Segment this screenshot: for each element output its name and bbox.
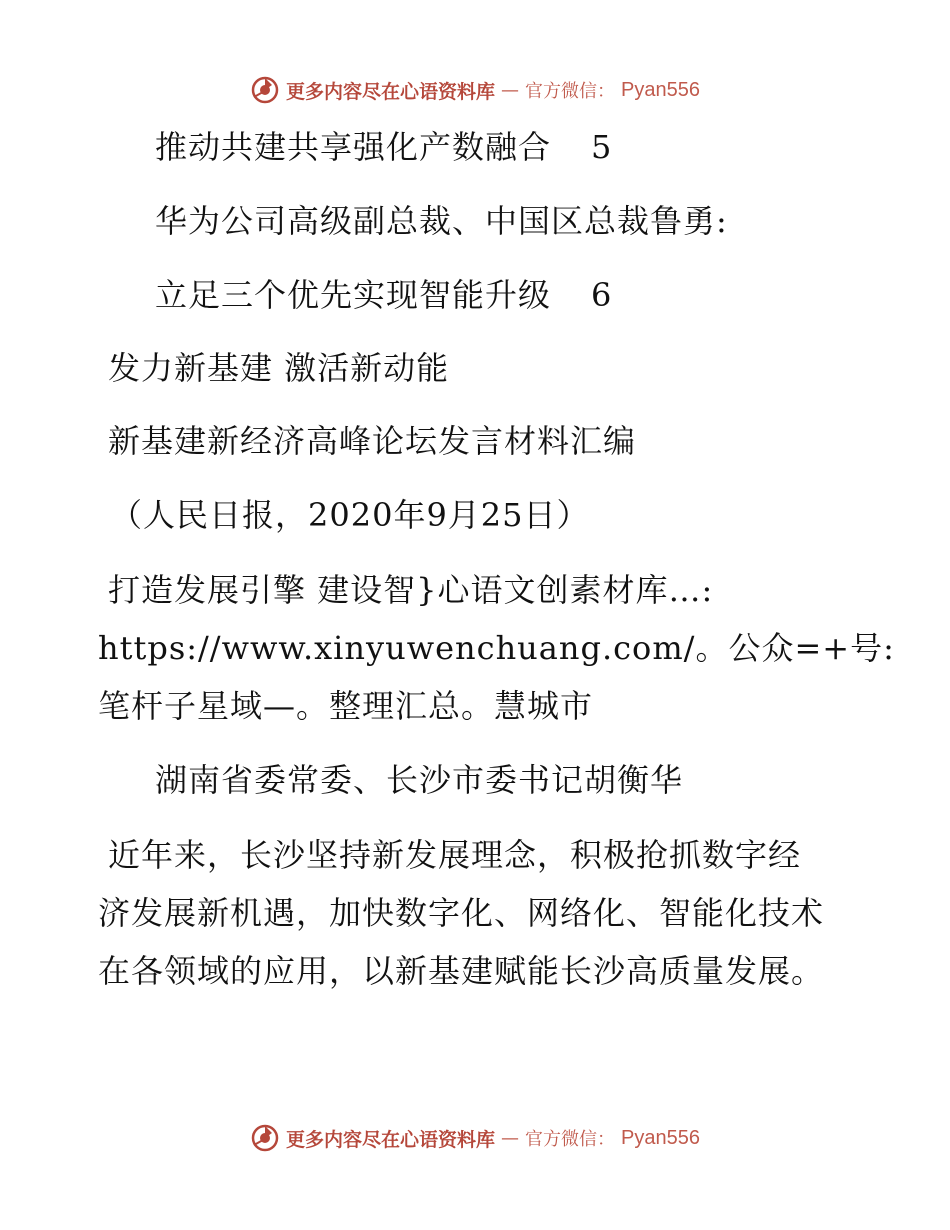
mixed-paragraph-line: https://www.xinyuwenchuang.com/。公众=+号: [98, 629, 895, 667]
toc-page: 5 [591, 128, 613, 166]
toc-entry [155, 275, 612, 315]
toc-page: 6 [591, 276, 613, 314]
source-line: （人民日报，2020年9月25日） [110, 496, 590, 534]
toc-entry [155, 127, 612, 167]
brand-logo-icon [250, 1123, 280, 1153]
watermark-separator: — [501, 79, 520, 101]
brand-logo-icon [250, 75, 280, 105]
toc-title: 立足三个优先实现智能升级 [155, 276, 552, 314]
watermark-brand-text: 更多内容尽在心语资料库 [286, 80, 496, 103]
watermark-wechat-id: Pyan556 [621, 78, 700, 101]
mixed-paragraph-line: 打造发展引擎 建设智}心语文创素材库…: [108, 571, 714, 609]
watermark-wechat-label: 官方微信： [525, 81, 616, 102]
body-paragraph-line: 近年来，长沙坚持新发展理念，积极抢抓数字经 [108, 836, 802, 874]
watermark-wechat-label: 官方微信： [525, 1129, 616, 1150]
body-paragraph-line: 在各领域的应用，以新基建赋能长沙高质量发展。 [98, 952, 825, 990]
watermark-brand-text: 更多内容尽在心语资料库 [286, 1128, 496, 1151]
toc-title: 华为公司高级副总裁、中国区总裁鲁勇: [155, 202, 728, 240]
headline: 发力新基建 激活新动能 [108, 349, 450, 387]
mixed-paragraph-line: 笔杆子星域—。整理汇总。慧城市 [98, 687, 594, 725]
watermark-separator: — [501, 1127, 520, 1149]
body-paragraph-line: 济发展新机遇，加快数字化、网络化、智能化技术 [98, 894, 825, 932]
speaker-line: 湖南省委常委、长沙市委书记胡衡华 [155, 761, 684, 799]
watermark-wechat-id: Pyan556 [621, 1126, 700, 1149]
toc-title: 推动共建共享强化产数融合 [155, 128, 552, 166]
subtitle: 新基建新经济高峰论坛发言材料汇编 [108, 422, 637, 460]
header-watermark [0, 70, 950, 110]
toc-entry [155, 201, 768, 241]
footer-watermark [0, 1118, 950, 1158]
